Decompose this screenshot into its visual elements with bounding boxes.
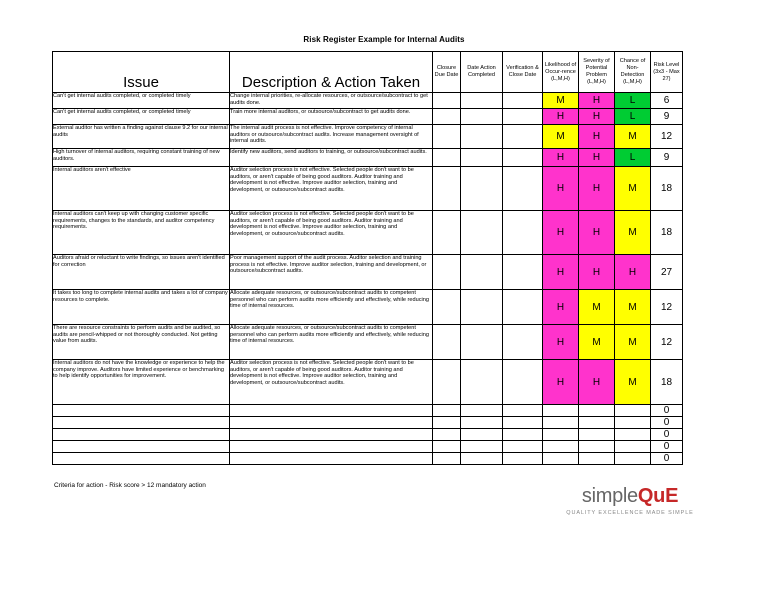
action-date-cell bbox=[461, 149, 503, 167]
empty-cell bbox=[53, 429, 230, 441]
issue-cell: High turnover of internal auditors, requiring constant training of new auditors. bbox=[53, 149, 230, 167]
risk-level-cell: 0 bbox=[651, 405, 683, 417]
closure-date-cell bbox=[433, 290, 461, 325]
header-issue: Issue bbox=[53, 52, 230, 93]
likelihood-cell: H bbox=[543, 255, 579, 290]
detection-cell: M bbox=[615, 360, 651, 405]
description-cell: Allocate adequate resources, or outsource/subcontract audits to competent personnel who can perform audits more efficiently and effectively, while reducing time of internal resources. bbox=[230, 290, 433, 325]
risk-level-cell: 0 bbox=[651, 429, 683, 441]
table-row bbox=[53, 211, 683, 255]
severity-cell: M bbox=[579, 290, 615, 325]
blank-row bbox=[53, 453, 683, 465]
verification-date-cell bbox=[503, 109, 543, 125]
risk-level-cell: 27 bbox=[651, 255, 683, 290]
empty-cell bbox=[433, 441, 461, 453]
severity-cell: H bbox=[579, 125, 615, 149]
likelihood-cell: H bbox=[543, 149, 579, 167]
header-non-detection: Chance of Non-Detection (L,M,H) bbox=[615, 52, 651, 93]
severity-cell: H bbox=[579, 109, 615, 125]
empty-cell bbox=[579, 441, 615, 453]
empty-cell bbox=[503, 405, 543, 417]
empty-cell bbox=[433, 453, 461, 465]
empty-cell bbox=[53, 417, 230, 429]
risk-register-table bbox=[52, 51, 683, 465]
detection-cell: M bbox=[615, 211, 651, 255]
description-cell: Auditor selection process is not effective. Selected people don't want to be auditors, or aren't capable of being good auditors. Auditor training and development is not effective. Improve auditor selection, training and development, or outsource/subcontract audits. bbox=[230, 167, 433, 211]
empty-cell bbox=[461, 405, 503, 417]
action-date-cell bbox=[461, 93, 503, 109]
likelihood-cell: H bbox=[543, 211, 579, 255]
detection-cell: L bbox=[615, 109, 651, 125]
header-description: Description & Action Taken bbox=[230, 52, 433, 93]
header-severity: Severity of Potential Problem (L,M,H) bbox=[579, 52, 615, 93]
issue-cell: There are resource constraints to perform audits and be audited, so audits are pencil-whipped or not thoroughly conducted. Not getting value from audits. bbox=[53, 325, 230, 360]
closure-date-cell bbox=[433, 325, 461, 360]
action-date-cell bbox=[461, 109, 503, 125]
verification-date-cell bbox=[503, 255, 543, 290]
action-date-cell bbox=[461, 255, 503, 290]
table-row bbox=[53, 125, 683, 149]
empty-cell bbox=[615, 429, 651, 441]
detection-cell: M bbox=[615, 325, 651, 360]
risk-level-cell: 6 bbox=[651, 93, 683, 109]
empty-cell bbox=[230, 441, 433, 453]
action-date-cell bbox=[461, 125, 503, 149]
issue-cell: Auditors afraid or reluctant to write findings, so issues aren't identified for correction bbox=[53, 255, 230, 290]
header-likelihood: Likelihood of Occur-rence (L,M,H) bbox=[543, 52, 579, 93]
risk-level-cell: 12 bbox=[651, 325, 683, 360]
detection-cell: H bbox=[615, 255, 651, 290]
empty-cell bbox=[503, 429, 543, 441]
empty-cell bbox=[579, 417, 615, 429]
verification-date-cell bbox=[503, 167, 543, 211]
verification-date-cell bbox=[503, 360, 543, 405]
detection-cell: M bbox=[615, 290, 651, 325]
risk-level-cell: 9 bbox=[651, 149, 683, 167]
logo-text-que: QuE bbox=[637, 485, 679, 507]
table-row bbox=[53, 109, 683, 125]
detection-cell: L bbox=[615, 93, 651, 109]
closure-date-cell bbox=[433, 149, 461, 167]
risk-level-cell: 18 bbox=[651, 360, 683, 405]
empty-cell bbox=[615, 405, 651, 417]
table-row bbox=[53, 93, 683, 109]
likelihood-cell: H bbox=[543, 109, 579, 125]
risk-level-cell: 18 bbox=[651, 167, 683, 211]
blank-row bbox=[53, 405, 683, 417]
empty-cell bbox=[461, 453, 503, 465]
empty-cell bbox=[461, 417, 503, 429]
document-title: Risk Register Example for Internal Audits bbox=[303, 35, 465, 44]
action-date-cell bbox=[461, 167, 503, 211]
empty-cell bbox=[230, 405, 433, 417]
description-cell: Auditor selection process is not effective. Selected people don't want to be auditors, or aren't capable of being good auditors. Auditor training and development is not effective. Improve auditor selection, training and development, or outsource/subcontract audits. bbox=[230, 360, 433, 405]
empty-cell bbox=[543, 441, 579, 453]
verification-date-cell bbox=[503, 149, 543, 167]
empty-cell bbox=[461, 441, 503, 453]
issue-cell: Internal auditors can't keep up with changing customer specific requirements, changes to the standards, and auditor competency requirements. bbox=[53, 211, 230, 255]
risk-level-cell: 12 bbox=[651, 290, 683, 325]
header-row bbox=[53, 52, 683, 93]
severity-cell: H bbox=[579, 93, 615, 109]
empty-cell bbox=[230, 429, 433, 441]
description-cell: Auditor selection process is not effective. Selected people don't want to be auditors, or aren't capable of being good auditors. Auditor training and development is not effective. Improve auditor selection, training and development, or outsource/subcontract audits. bbox=[230, 211, 433, 255]
description-cell: Allocate adequate resources, or outsource/subcontract audits to competent personnel who can perform audits more efficiently and effectively, while reducing time of internal resources. bbox=[230, 325, 433, 360]
table-row bbox=[53, 149, 683, 167]
closure-date-cell bbox=[433, 255, 461, 290]
header-closure-due-date: Closure Due Date bbox=[433, 52, 461, 93]
issue-cell: Can't get internal audits completed, or completed timely bbox=[53, 109, 230, 125]
action-criteria-note: Criteria for action - Risk score > 12 mandatory action bbox=[54, 482, 206, 489]
description-cell: Identify new auditors, send auditors to training, or outsource/subcontract audits. bbox=[230, 149, 433, 167]
blank-row bbox=[53, 441, 683, 453]
empty-cell bbox=[503, 417, 543, 429]
empty-cell bbox=[543, 417, 579, 429]
table-row bbox=[53, 255, 683, 290]
empty-cell bbox=[433, 429, 461, 441]
empty-cell bbox=[615, 417, 651, 429]
likelihood-cell: H bbox=[543, 167, 579, 211]
empty-cell bbox=[433, 417, 461, 429]
empty-cell bbox=[230, 453, 433, 465]
header-date-action-completed: Date Action Completed bbox=[461, 52, 503, 93]
likelihood-cell: H bbox=[543, 360, 579, 405]
empty-cell bbox=[461, 429, 503, 441]
closure-date-cell bbox=[433, 211, 461, 255]
risk-level-cell: 0 bbox=[651, 453, 683, 465]
likelihood-cell: M bbox=[543, 93, 579, 109]
description-cell: The internal audit process is not effective. Improve competency of internal auditors or outsource/subcontract audits. Increase management oversight of internal audits. bbox=[230, 125, 433, 149]
empty-cell bbox=[230, 417, 433, 429]
verification-date-cell bbox=[503, 325, 543, 360]
table-row bbox=[53, 167, 683, 211]
empty-cell bbox=[53, 405, 230, 417]
logo-wordmark bbox=[560, 484, 700, 508]
verification-date-cell bbox=[503, 211, 543, 255]
closure-date-cell bbox=[433, 109, 461, 125]
blank-row bbox=[53, 417, 683, 429]
verification-date-cell bbox=[503, 93, 543, 109]
severity-cell: H bbox=[579, 149, 615, 167]
issue-cell: Internal auditors do not have the knowledge or experience to help the company improve. Auditors have limited experience or benchmarking to help identify opportunities for improvement. bbox=[53, 360, 230, 405]
severity-cell: H bbox=[579, 167, 615, 211]
action-date-cell bbox=[461, 290, 503, 325]
action-date-cell bbox=[461, 325, 503, 360]
issue-cell: Can't get internal audits completed, or completed timely bbox=[53, 93, 230, 109]
likelihood-cell: H bbox=[543, 325, 579, 360]
description-cell: Poor management support of the audit process. Auditor selection and training process is not effective. Improve auditor selection, training and development, or outsource/subcontract audits. bbox=[230, 255, 433, 290]
empty-cell bbox=[543, 405, 579, 417]
closure-date-cell bbox=[433, 93, 461, 109]
risk-level-cell: 12 bbox=[651, 125, 683, 149]
likelihood-cell: H bbox=[543, 290, 579, 325]
empty-cell bbox=[579, 429, 615, 441]
header-verification-close-date: Verification & Close Date bbox=[503, 52, 543, 93]
closure-date-cell bbox=[433, 360, 461, 405]
action-date-cell bbox=[461, 360, 503, 405]
issue-cell: External auditor has written a finding against clause 9.2 for our internal audits bbox=[53, 125, 230, 149]
description-cell: Train more internal auditors, or outsource/subcontract to get audits done. bbox=[230, 109, 433, 125]
blank-row bbox=[53, 429, 683, 441]
table-row bbox=[53, 290, 683, 325]
risk-level-cell: 0 bbox=[651, 441, 683, 453]
empty-cell bbox=[579, 405, 615, 417]
empty-cell bbox=[543, 453, 579, 465]
header-risk-level: Risk Level (3x3 - Max 27) bbox=[651, 52, 683, 93]
verification-date-cell bbox=[503, 125, 543, 149]
empty-cell bbox=[53, 453, 230, 465]
empty-cell bbox=[503, 453, 543, 465]
severity-cell: H bbox=[579, 211, 615, 255]
description-cell: Change internal priorities, re-allocate resources, or outsource/subcontract to get audits done. bbox=[230, 93, 433, 109]
severity-cell: H bbox=[579, 360, 615, 405]
verification-date-cell bbox=[503, 290, 543, 325]
empty-cell bbox=[433, 405, 461, 417]
closure-date-cell bbox=[433, 125, 461, 149]
risk-level-cell: 18 bbox=[651, 211, 683, 255]
logo-text-simple: simple bbox=[581, 485, 638, 507]
risk-level-cell: 0 bbox=[651, 417, 683, 429]
empty-cell bbox=[543, 429, 579, 441]
empty-cell bbox=[579, 453, 615, 465]
empty-cell bbox=[615, 453, 651, 465]
closure-date-cell bbox=[433, 167, 461, 211]
empty-cell bbox=[503, 441, 543, 453]
logo-tagline: QUALITY EXCELLENCE MADE SIMPLE bbox=[566, 510, 694, 516]
empty-cell bbox=[615, 441, 651, 453]
likelihood-cell: M bbox=[543, 125, 579, 149]
detection-cell: M bbox=[615, 167, 651, 211]
table-row bbox=[53, 360, 683, 405]
issue-cell: Internal auditors aren't effective bbox=[53, 167, 230, 211]
severity-cell: H bbox=[579, 255, 615, 290]
severity-cell: M bbox=[579, 325, 615, 360]
simpleque-logo bbox=[560, 484, 700, 516]
issue-cell: It takes too long to complete internal audits and takes a lot of company resources to complete. bbox=[53, 290, 230, 325]
empty-cell bbox=[53, 441, 230, 453]
detection-cell: L bbox=[615, 149, 651, 167]
action-date-cell bbox=[461, 211, 503, 255]
table-row bbox=[53, 325, 683, 360]
risk-level-cell: 9 bbox=[651, 109, 683, 125]
detection-cell: M bbox=[615, 125, 651, 149]
